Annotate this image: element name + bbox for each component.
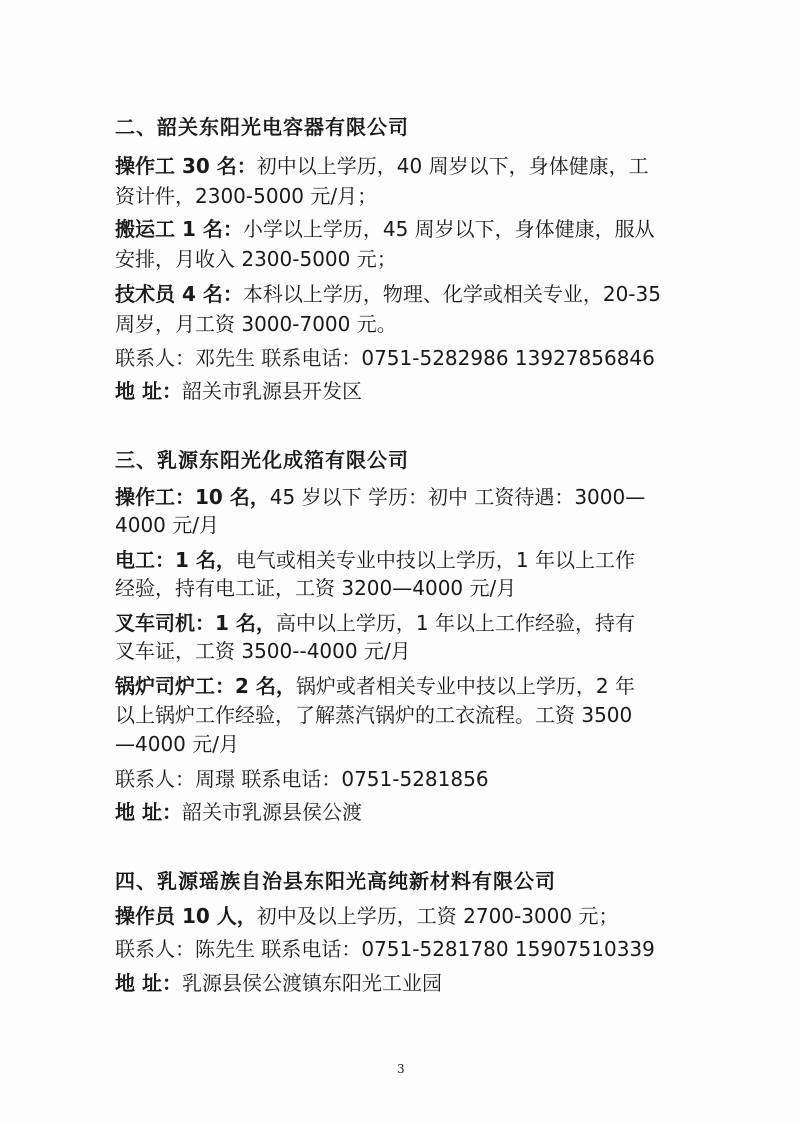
- section-heading: 四、乳源瑶族自治县东阳光高纯新材料有限公司: [115, 869, 556, 893]
- section-heading: 二、韶关东阳光电容器有限公司: [115, 115, 409, 139]
- job-title: 技术员 4 名：: [115, 282, 243, 306]
- job-desc: 初中以上学历，40 周岁以下，身体健康，工: [256, 154, 649, 178]
- job-desc: 锅炉或者相关专业中技以上学历，2 年: [295, 674, 635, 698]
- job-line: [115, 903, 619, 929]
- job-desc: 小学以上学历，45 周岁以下，身体健康，服从: [242, 217, 655, 241]
- page-number: 3: [397, 1062, 405, 1076]
- job-line: [115, 547, 635, 573]
- address-value: 韶关市乳源县开发区: [181, 379, 362, 403]
- address-value: 韶关市乳源县侯公渡: [181, 800, 362, 824]
- job-line: [115, 216, 655, 242]
- section-heading: 三、乳源东阳光化成箔有限公司: [115, 448, 409, 472]
- address-label: 地 址：: [115, 379, 182, 403]
- job-desc-cont: 经验，持有电工证，工资 3200—4000 元/月: [115, 576, 517, 600]
- address-value: 乳源县侯公渡镇东阳光工业园: [181, 971, 442, 995]
- job-desc-cont: 叉车证，工资 3500--4000 元/月: [115, 639, 411, 663]
- job-desc-cont: 资计件，2300-5000 元/月；: [115, 184, 378, 208]
- job-title: 操作工：10 名，: [115, 485, 270, 509]
- job-desc: 电气或相关专业中技以上学历，1 年以上工作: [235, 548, 635, 572]
- job-title: 搬运工 1 名：: [115, 217, 243, 241]
- address-label: 地 址：: [115, 800, 182, 824]
- job-desc-cont: —4000 元/月: [115, 732, 239, 756]
- address-line: [115, 378, 362, 404]
- address-line: [115, 970, 442, 996]
- job-title: 锅炉司炉工：2 名，: [115, 674, 296, 698]
- job-desc: 45 岁以下 学历：初中 工资待遇：3000—: [269, 485, 646, 509]
- contact-line: 联系人：周璟 联系电话：0751-5281856: [115, 767, 489, 791]
- job-desc-cont: 周岁，月工资 3000-7000 元。: [115, 312, 397, 336]
- contact-line: 联系人：陈先生 联系电话：0751-5281780 15907510339: [115, 937, 655, 961]
- job-desc-cont: 以上锅炉工作经验，了解蒸汽锅炉的工衣流程。工资 3500: [115, 703, 633, 727]
- contact-line: 联系人：邓先生 联系电话：0751-5282986 13927856846: [115, 346, 655, 370]
- address-line: [115, 799, 362, 825]
- job-title: 电工：1 名，: [115, 548, 236, 572]
- job-desc: 初中及以上学历，工资 2700-3000 元；: [256, 904, 619, 928]
- job-title: 操作员 10 人，: [115, 904, 257, 928]
- job-title: 叉车司机：1 名，: [115, 611, 276, 635]
- job-desc-cont: 安排，月收入 2300-5000 元；: [115, 247, 397, 271]
- job-title: 操作工 30 名：: [115, 154, 257, 178]
- job-line: [115, 281, 661, 307]
- job-line: [115, 484, 645, 510]
- job-desc-cont: 4000 元/月: [115, 513, 219, 537]
- job-line: [115, 610, 635, 636]
- job-desc: 高中以上学历，1 年以上工作经验，持有: [275, 611, 635, 635]
- address-label: 地 址：: [115, 971, 182, 995]
- job-line: [115, 673, 635, 699]
- job-desc: 本科以上学历，物理、化学或相关专业，20-35: [242, 282, 661, 306]
- job-line: [115, 153, 649, 179]
